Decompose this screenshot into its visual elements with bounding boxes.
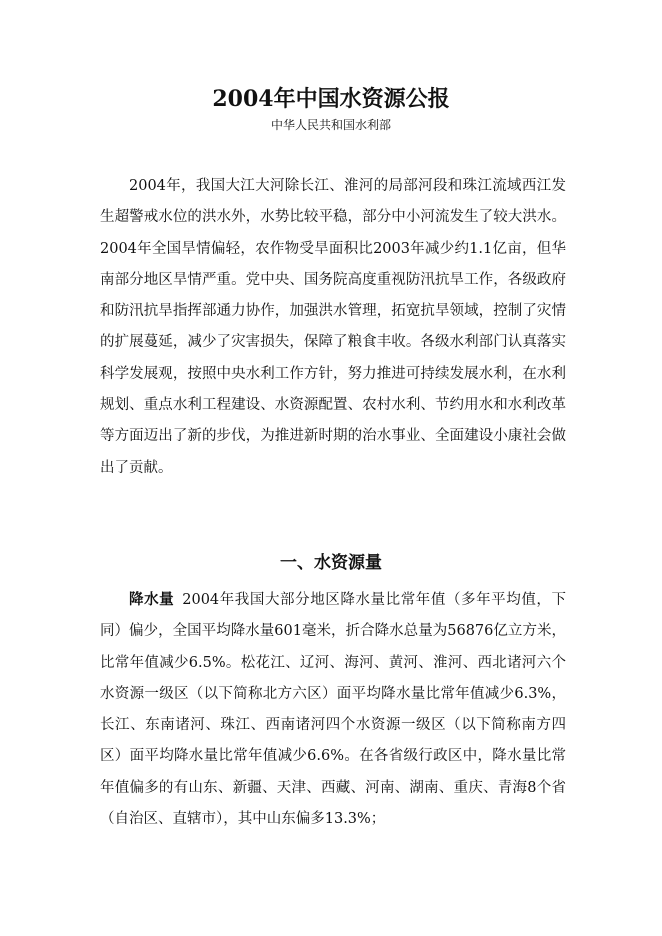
document-title: 2004年中国水资源公报 [212, 86, 450, 112]
section-heading-water-resources: 一、水资源量 [280, 553, 382, 573]
precipitation-text: 2004年我国大部分地区降水量比常年值（多年平均值，下同）偏少，全国平均降水量601毫米，折合降水总量为56876亿立方米，比常年值减少6.5%。松花江、辽河、海河、黄河、淮河、西北诸河六个水资源一级区（以下简称北方六区）面平均降水量比常年值减少6.3%，长江、东南诸河、珠江、西南诸河四个水资源一级区（以下简称南方四区）面平均降水量比常年值减少6.6%。在各省级行政区中，降水量比常年值偏多的有山东、新疆、天津、西藏、河南、湖南、重庆、青海8个省（自治区、直辖市），其中山东偏多13.3%； [100, 592, 567, 828]
precipitation-paragraph [100, 585, 566, 835]
precipitation-label: 降水量 [129, 592, 175, 608]
intro-paragraph: 2004年，我国大江大河除长江、淮河的局部河段和珠江流域西江发生超警戒水位的洪水外，水势比较平稳，部分中小河流发生了较大洪水。2004年全国旱情偏轻，农作物受旱面积比2003年减少约1.1亿亩，但华南部分地区旱情严重。党中央、国务院高度重视防汛抗旱工作，各级政府和防汛抗旱指挥部通力协作，加强洪水管理，拓宽抗旱领域，控制了灾情的扩展蔓延，减少了灾害损失，保障了粮食丰收。各级水利部门认真落实科学发展观，按照中央水利工作方针，努力推进可持续发展水利，在水利规划、重点水利工程建设、水资源配置、农村水利、节约用水和水利改革等方面迈出了新的步伐，为推进新时期的治水事业、全面建设小康社会做出了贡献。 [100, 178, 566, 476]
document-issuer: 中华人民共和国水利部 [270, 118, 391, 132]
